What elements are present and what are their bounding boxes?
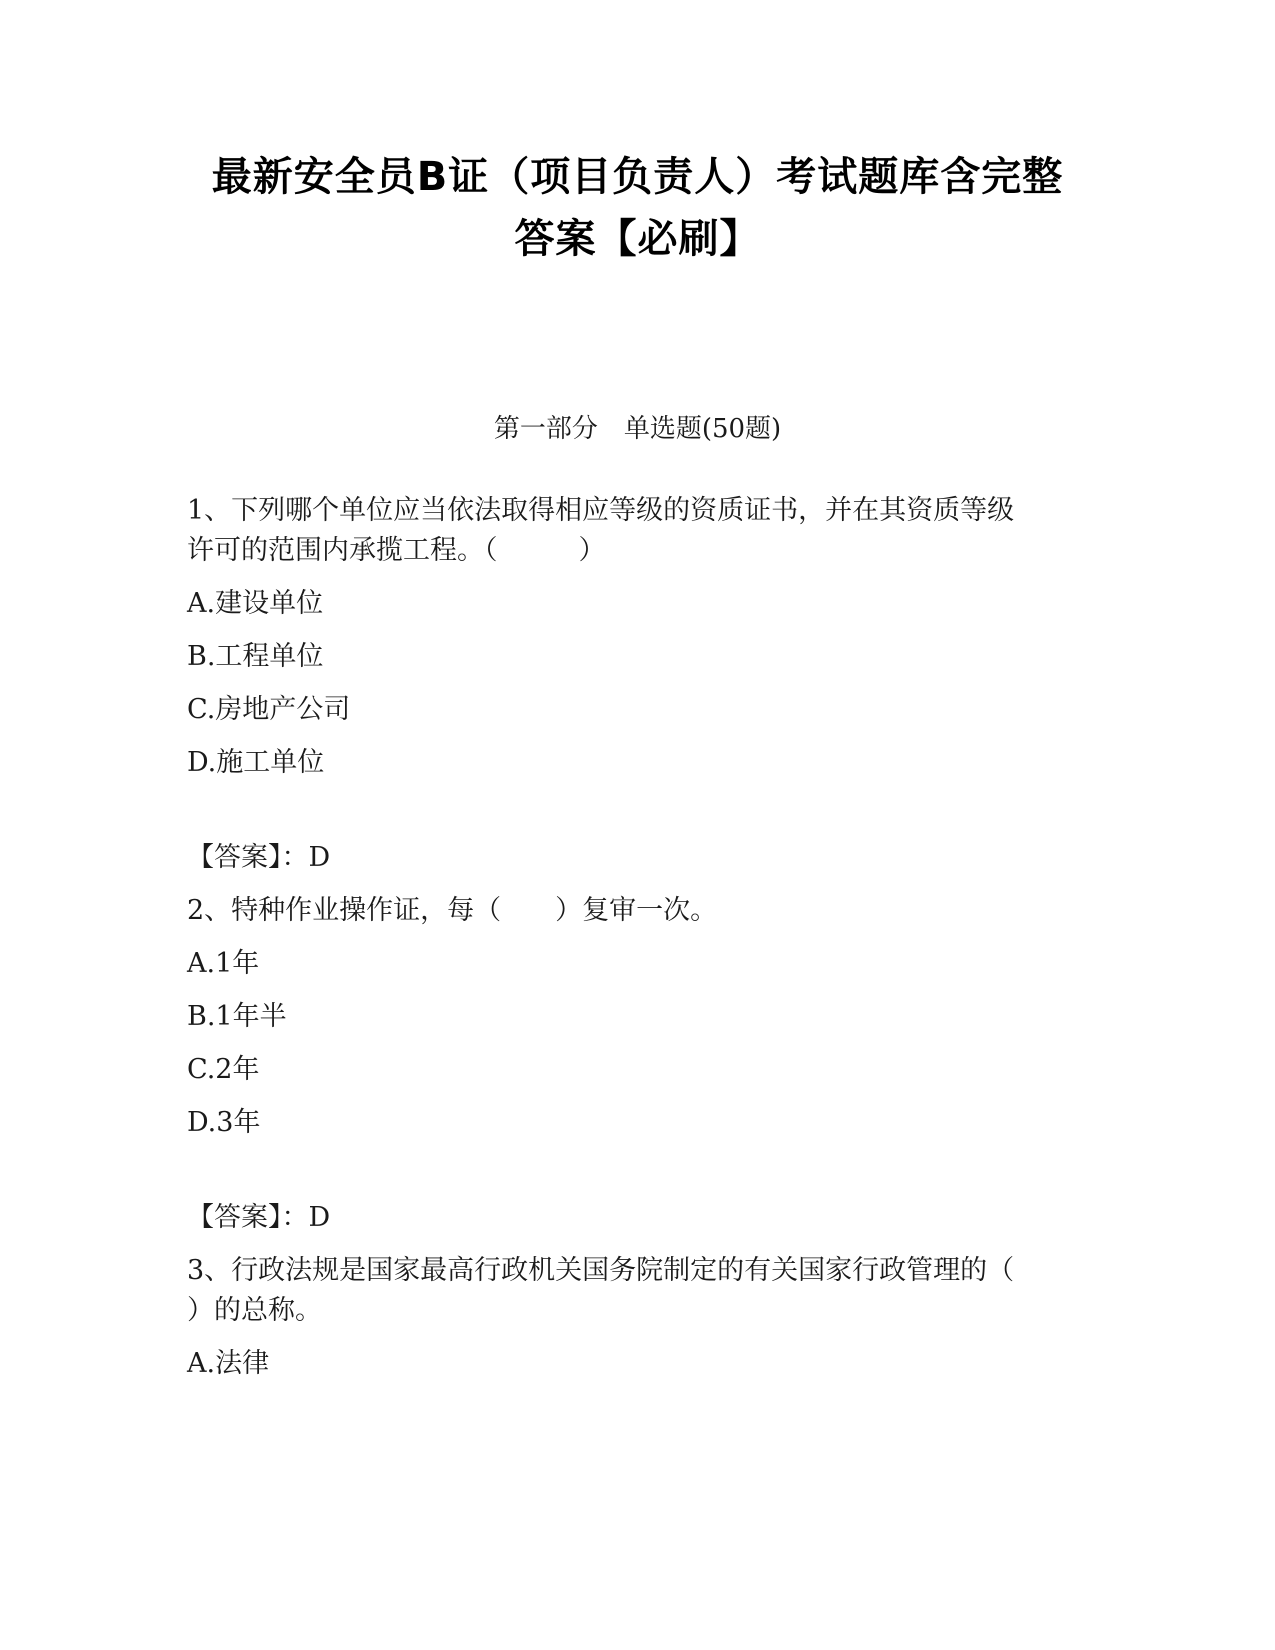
question-1-option-a: A.建设单位 xyxy=(187,588,324,619)
question-2-option-a: A.1年 xyxy=(187,948,260,979)
question-2-answer: 【答案】：D xyxy=(187,1202,331,1233)
question-1-stem-line-2: 许可的范围内承揽工程。（ ） xyxy=(187,535,606,566)
question-1-stem-line-1: 1、下列哪个单位应当依法取得相应等级的资质证书，并在其资质等级 xyxy=(187,495,1015,526)
document-title-line-2: 答案【必刷】 xyxy=(514,216,761,262)
question-3-stem-line-2: ）的总称。 xyxy=(187,1295,322,1326)
question-3-option-a: A.法律 xyxy=(187,1348,270,1379)
question-2-stem-line-1: 2、特种作业操作证，每（ ）复审一次。 xyxy=(187,895,718,926)
question-1-option-b: B.工程单位 xyxy=(187,641,324,672)
question-3-stem-line-1: 3、行政法规是国家最高行政机关国务院制定的有关国家行政管理的（ xyxy=(187,1255,1015,1286)
question-1-option-d: D.施工单位 xyxy=(187,747,325,778)
question-2-option-d: D.3年 xyxy=(187,1107,261,1138)
document-title-line-1: 最新安全员B证（项目负责人）考试题库含完整 xyxy=(211,154,1064,200)
question-2-option-b: B.1年半 xyxy=(187,1001,287,1032)
question-1-option-c: C.房地产公司 xyxy=(187,694,351,725)
question-1-answer: 【答案】：D xyxy=(187,842,331,873)
question-2-option-c: C.2年 xyxy=(187,1054,260,1085)
section-heading: 第一部分 单选题(50题) xyxy=(493,414,782,444)
